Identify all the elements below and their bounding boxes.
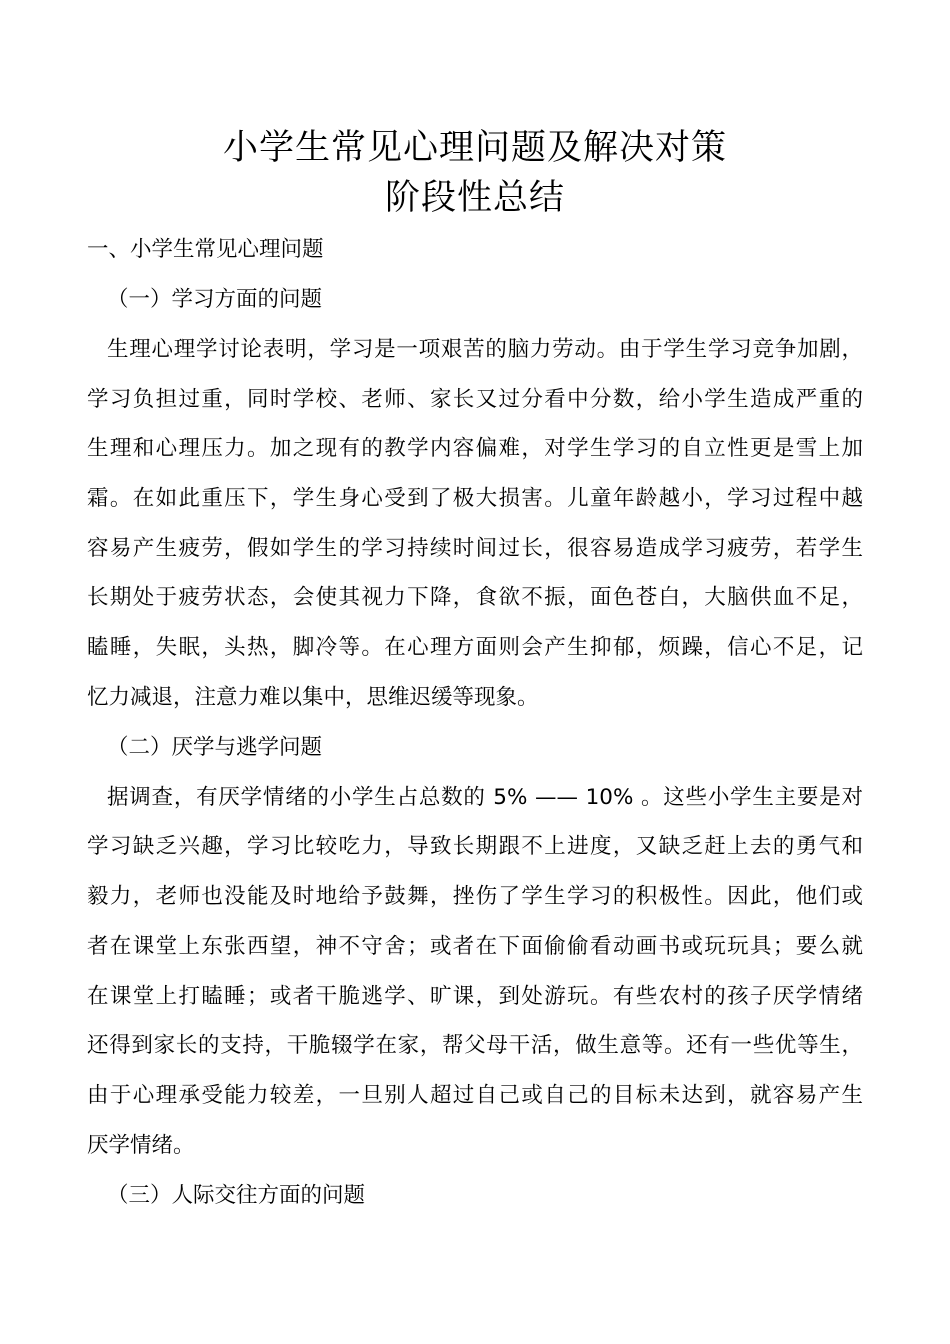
paragraph-line: 霜。在如此重压下，学生身心受到了极大损害。儿童年龄越小，学习过程中越: [87, 486, 863, 511]
paragraph-line: 生理心理学讨论表明，学习是一项艰苦的脑力劳动。由于学生学习竞争加剧，: [107, 337, 863, 362]
paragraph-line: 瞌睡，失眠，头热，脚冷等。在心理方面则会产生抑郁，烦躁，信心不足，记: [87, 635, 863, 660]
paragraph-line: 长期处于疲劳状态，会使其视力下降，食欲不振，面色苍白，大脑供血不足，: [87, 585, 863, 610]
paragraph-line: 厌学情绪。: [87, 1133, 195, 1158]
paragraph-line: 学习缺乏兴趣，学习比较吃力，导致长期跟不上进度，又缺乏赶上去的勇气和: [87, 834, 863, 859]
paragraph-line: 由于心理承受能力较差，一旦别人超过自己或自己的目标未达到，就容易产生: [87, 1083, 863, 1108]
paragraph-line: 据调查，有厌学情绪的小学生占总数的 5% —— 10% 。这些小学生主要是对: [107, 785, 863, 810]
paragraph-line: 还得到家长的支持，干脆辍学在家，帮父母干活，做生意等。还有一些优等生，: [87, 1033, 863, 1058]
subsection-heading-study: （一）学习方面的问题: [107, 287, 323, 312]
paragraph-line: 忆力减退，注意力难以集中，思维迟缓等现象。: [87, 685, 539, 710]
paragraph-line: 生理和心理压力。加之现有的教学内容偏难，对学生学习的自立性更是雪上加: [87, 436, 863, 461]
section-heading: 一、小学生常见心理问题: [87, 237, 324, 262]
document-subtitle: 阶段性总结: [384, 178, 565, 218]
paragraph-line: 者在课堂上东张西望，神不守舍；或者在下面偷偷看动画书或玩玩具；要么就: [87, 934, 863, 959]
paragraph-line: 学习负担过重，同时学校、老师、家长又过分看中分数，给小学生造成严重的: [87, 387, 863, 412]
document-title: 小学生常见心理问题及解决对策: [222, 128, 727, 168]
paragraph-line: 容易产生疲劳，假如学生的学习持续时间过长，很容易造成学习疲劳，若学生: [87, 536, 863, 561]
subsection-heading-social: （三）人际交往方面的问题: [107, 1183, 366, 1208]
paragraph-line: 在课堂上打瞌睡；或者干脆逃学、旷课，到处游玩。有些农村的孩子厌学情绪: [87, 984, 863, 1009]
subsection-heading-truancy: （二）厌学与逃学问题: [107, 735, 323, 760]
paragraph-line: 毅力，老师也没能及时地给予鼓舞，挫伤了学生学习的积极性。因此，他们或: [87, 884, 863, 909]
